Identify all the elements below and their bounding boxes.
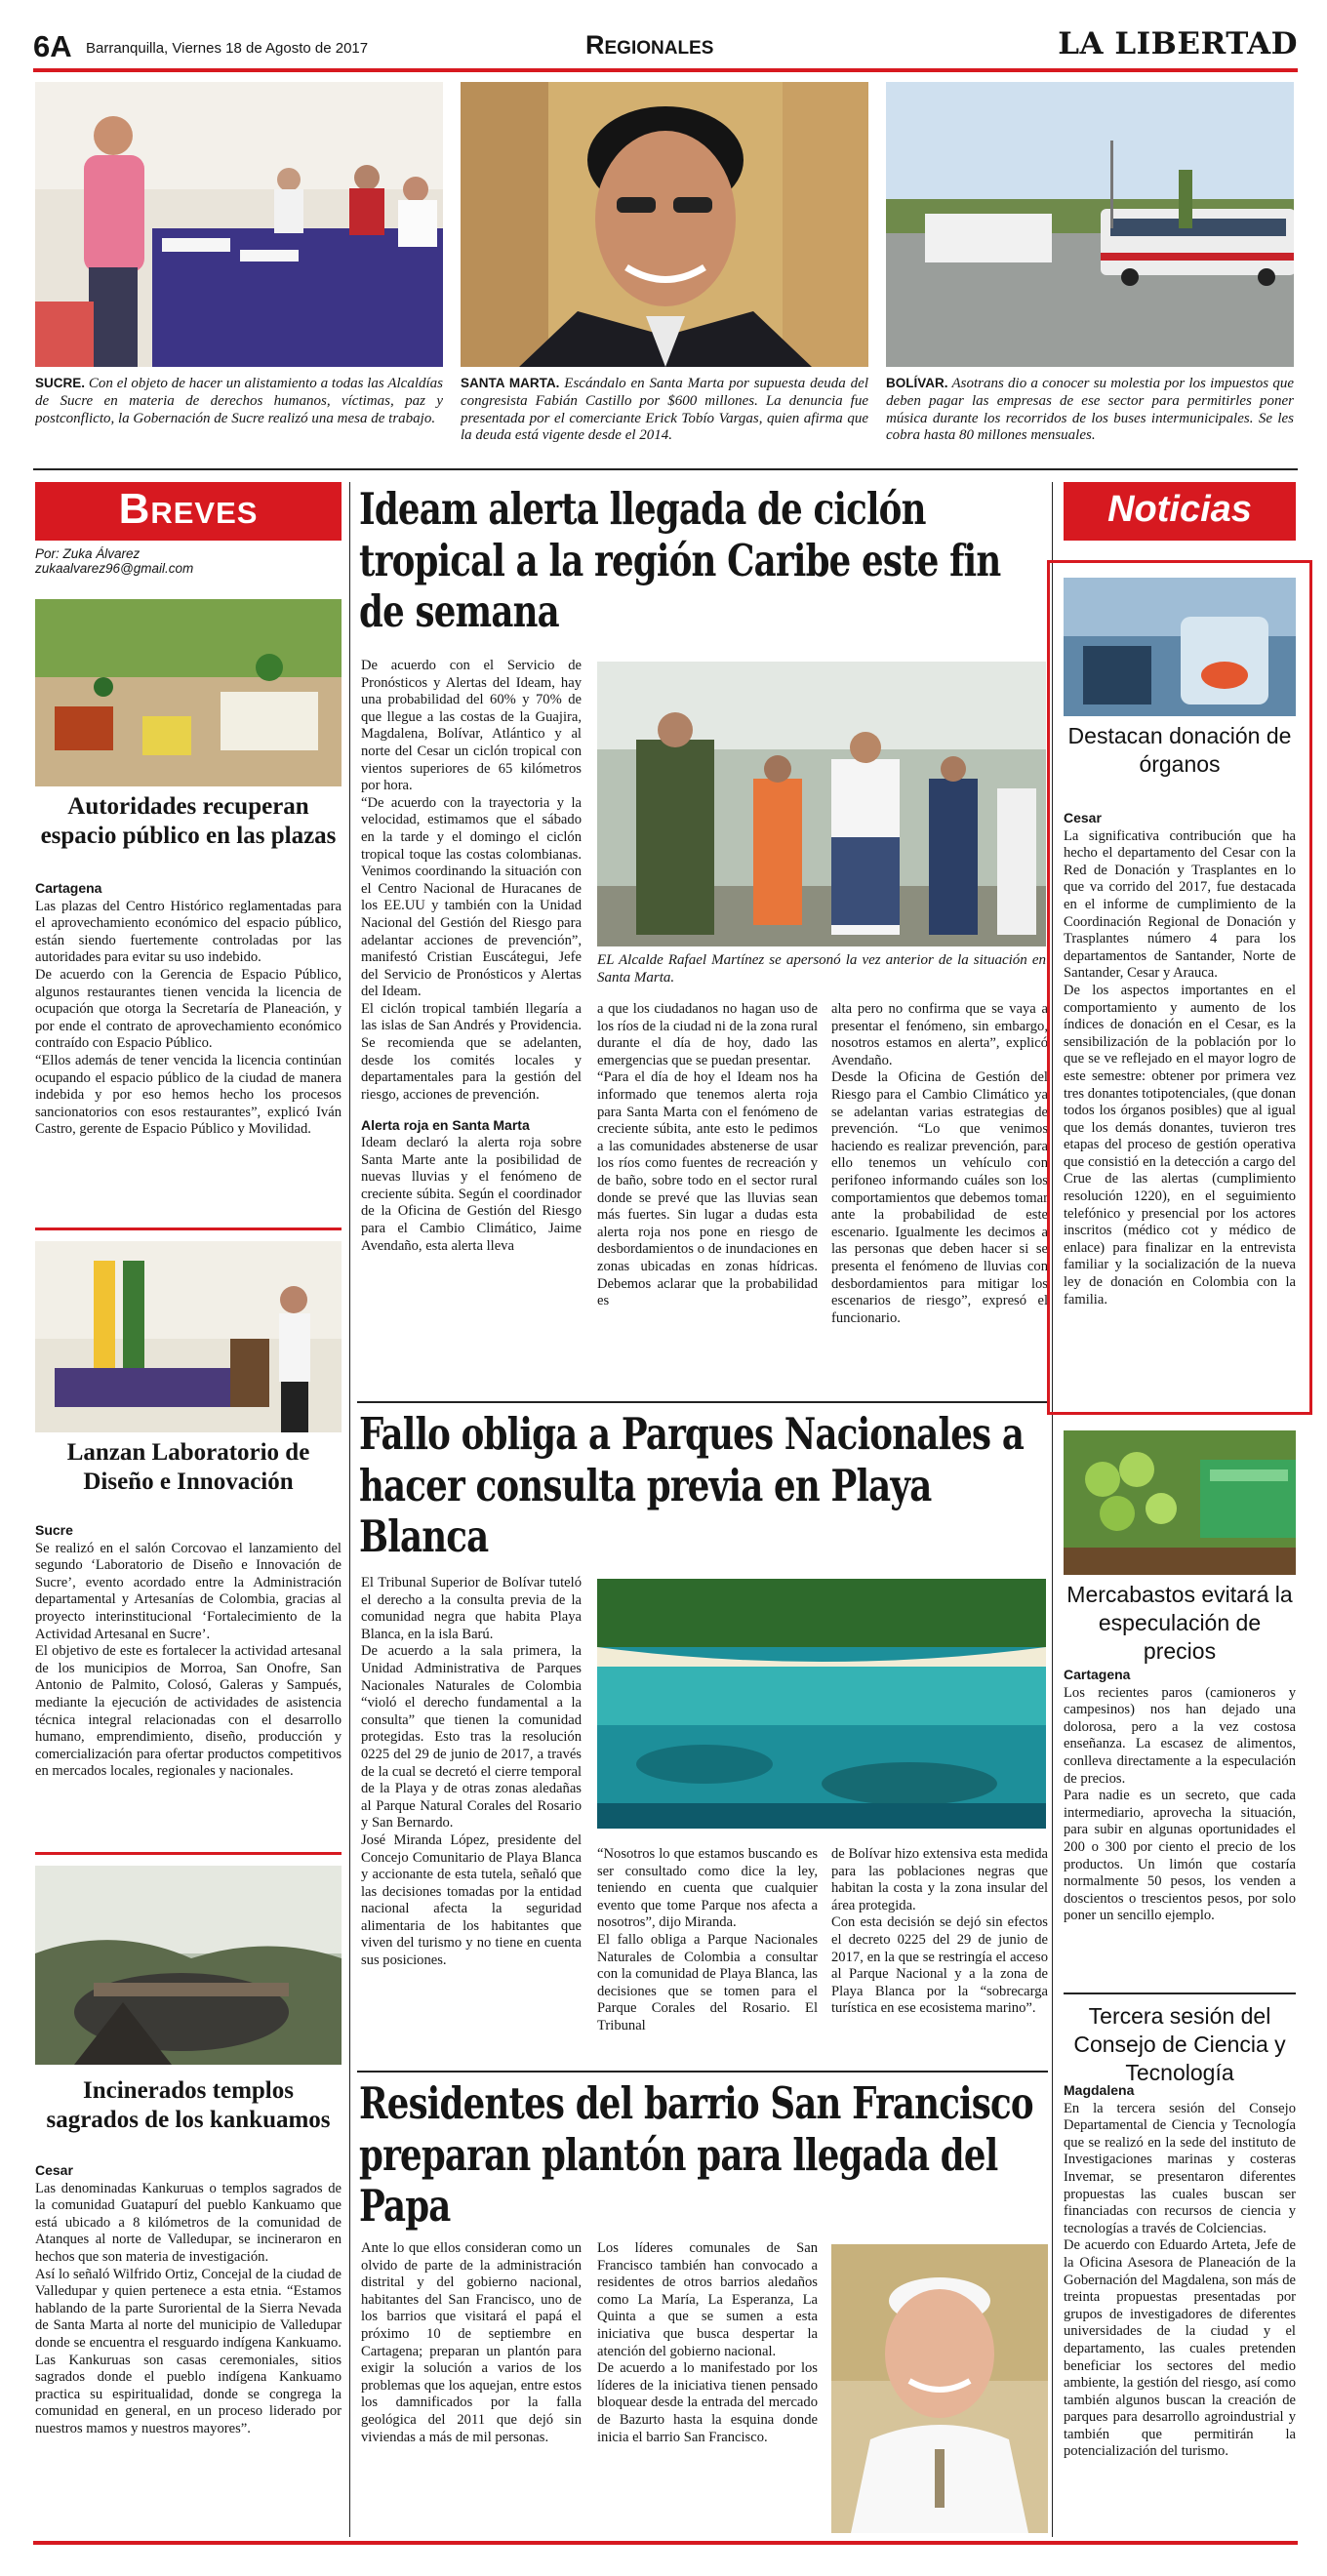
noticia-2-headline: Mercabastos evitará la especulación de precios (1066, 1582, 1293, 1664)
caption-place: BOLÍVAR. (886, 376, 948, 390)
noticia-1-body (1064, 810, 1296, 1399)
noticias-divider (1064, 1992, 1296, 1994)
breve-2-text: Se realizó en el salón Corcovao el lanzamiento del segundo ‘Laboratorio de Diseño e Innovación de Sucre’, evento acordado entre la Administración departamental y Artesanías de Colombia, gracias al proyecto interinstitucional ‘Fortalecimiento de la Actividad Artesanal en Sucre’. El objetivo de este es fortalecer la actividad artesanal de los municipios de Morroa, San Onofre, San Antonio de Palmito, Colosó, Galeras y Sampués, mediante la ejecución de actividades de asistencia técnica integral relacionadas con el desarrollo humano, emprendimiento, diseño, producción y comercialización para ofertar productos competitivos en mercados locales, regionales y nacionales. (35, 1540, 342, 1780)
page-header (33, 25, 1298, 68)
photo-pope (831, 2244, 1048, 2533)
breves-divider-1 (35, 1228, 342, 1230)
noticia-1-headline: Destacan donación de órganos (1067, 723, 1292, 777)
article1-subhead: Alerta roja en Santa Marta (361, 1117, 530, 1134)
caption-place: SUCRE. (35, 376, 86, 390)
page-number: 6A (33, 29, 72, 63)
breve-2-body (35, 1522, 342, 1842)
article1-divider (357, 1401, 1048, 1403)
photo-laboratorio (35, 1241, 342, 1432)
caption-text: Asotrans dio a conocer su molestia por los impuestos que deben pagar las empresas de ese sector para permitirles poner música durante los recorridos de los buses intermunicipales. Se les cobra hasta 80 millones mensuales. (886, 376, 1294, 444)
section-title: Regionales (585, 30, 714, 60)
article1-col2: a que los ciudadanos no hagan uso de los ríos de la ciudad ni de la zona rural durante el día de hoy, dado las emergencias que se puedan presentar. “Para el día de hoy el Ideam nos ha informado que tenemos alerta roja para Santa Marta con el fenómeno de creciente súbita, ante esto le pedimos a las comunidades abstenerse de usar los ríos como fuentes de recreación y de baño, sobre todo en el sector rural donde se prevé que las lluvias sean más fuertes. Sin lugar a dudas esta alerta roja nos pone en riesgo de desbordamientos o de inundaciones en zonas ubicadas en zonas hídricas. Debemos aclarar que la probabilidad es (597, 1001, 818, 1309)
breve-1-text: Las plazas del Centro Histórico reglamentadas para el aprovechamiento económico del espacio público, están siendo fuertemente controladas por las autoridades para evitar su uso indebido. De acuerdo con la Gerencia de Espacio Público, algunos restaurantes tienen vencida la licencia de ocupación que otorga la Secretaría de Planeación, y por ende el contrato de aprovechamiento económico contraído con Espacio Público. “Ellos además de tener vencida la licencia continúan ocupando el espacio público de la ciudad de manera indebida y por eso hemos hecho los procesos sancionatorios con esos restaurantes”, explicó Iván Castro, gerente de Espacio Público y Movilidad. (35, 898, 342, 1138)
breves-divider-2 (35, 1852, 342, 1855)
article1-caption: EL Alcalde Rafael Martínez se apersonó la vez anterior de la situación en Santa Marta. (597, 952, 1046, 986)
caption-santa-marta (461, 375, 868, 463)
noticia-2-text: Los recientes paros (camioneros y campesinos) nos han dejado una dolorosa, pero a la vez costosa enseñanza. La escasez de alimentos, conlleva directamente a la especulación de precios. Para nadie es un secreto, que cada intermediario, aprovecha la situación, para subir en algunas oportunidades el 200 o 300 por ciento el precio de los productos. Un limón que costaría normalmente 50 pesos, los venden a doscientos o trescientos pesos, por solo poner un sencillo ejemplo. (1064, 1684, 1296, 1924)
caption-sucre (35, 375, 443, 463)
caption-text: Escándalo en Santa Marta por supuesta deuda del congresista Fabián Castillo por $600 millones. La denuncia fue presentada por el comerciante Erick Tobío Vargas, quien afirma que la deuda está vigente desde el 2014. (461, 376, 868, 444)
article1-col1 (361, 658, 582, 1395)
masthead: LA LIBERTAD (1058, 26, 1298, 61)
article3-headline: Residentes del barrio San Francisco preparan plantón para llegada del Papa (359, 2078, 1033, 2233)
article2-col2: “Nosotros lo que estamos buscando es ser consultado como dice la ley, teniendo en cuenta que cualquier evento que tome Parque nos afecta a nosotros”, dijo Miranda. El fallo obliga a Parque Nacionales Naturales de Colombia a consultar con la comunidad de Playa Blanca, las decisiones que se tomen para el Parque Corales del Rosario. El Tribunal (597, 1846, 818, 2033)
photo-plazas (35, 599, 342, 786)
article2-headline: Fallo obliga a Parques Nacionales a hacer consulta previa en Playa Blanca (359, 1409, 1025, 1563)
article2-col3: de Bolívar hizo extensiva esta medida para las poblaciones negras que habitan la costa y la zona insular del área protegida. Con esta decisión se dejó sin efectos el decreto 0225 del 29 de junio de 2017, en la que se restringía el acceso al Parque Nacional y a la zona de Playa Blanca por la “sobrecarga turística en ese ecosistema marino”. (831, 1846, 1048, 2017)
breves-title: Breves (118, 485, 259, 533)
article1-headline: Ideam alerta llegada de ciclón tropical a la región Caribe este fin de semana (359, 484, 1001, 638)
photo-donacion (1064, 578, 1296, 716)
caption-bolivar (886, 375, 1294, 463)
article2-col1: El Tribunal Superior de Bolívar tuteló el derecho a la consulta previa de la comunidad negra que habita Playa Blanca, en la isla Barú. De acuerdo a la sala primera, la Unidad Administrativa de Parques Nacionales Naturales de Colombia “violó el derecho fundamental a la consulta” que tienen la comunidad protegidas. Esto tras la resolución 0225 del 29 de junio de 2017, a través de la cual se decretó el cierre temporal de la Playa y de otras zonas aledañas al Parque Natural Corales del Rosario y San Bernardo. José Miranda López, presidente del Concejo Comunitario de Playa Blanca y accionante de esta tutela, señaló que las decisiones tomadas por la entidad nacional afecta la seguridad alimentaria de los habitantes que viven del turismo y no tiene en cuenta sus posiciones. (361, 1575, 582, 1969)
article1-col1-text: De acuerdo con el Servicio de Pronósticos y Alertas del Ideam, hay una probabilidad del 60% y 70% de que llegue a las costas de la Guajira, Magdalena, Bolívar, Atlántico y al norte del Cesar un ciclón tropical con vientos superiores de 65 kilómetros por hora. “De acuerdo con la trayectoria y la velocidad, estimamos que el sábado en la tarde y el domingo el ciclón tropical toque las costas colombianas. Venimos coordinando la situación con el Centro Nacional de Huracanes de los EE.UU y también con la Unidad Nacional del Gestión del Riesgo para adelantar acciones de prevención”, manifestó Cristian Euscátegui, Jefe del Servicio de Pronósticos y Alertas del Ideam. El ciclón tropical también llegaría a las islas de San Andrés y Providencia. Se recomienda que se adelanten, desde los comités locales y departamentales para la gestión del riesgo, acciones de prevención. (361, 658, 582, 1103)
header-dateline: Barranquilla, Viernes 18 de Agosto de 2017 (86, 40, 369, 57)
photo-playa-blanca (597, 1579, 1046, 1829)
noticias-title: Noticias (1107, 489, 1252, 530)
noticia-3-headline: Tercera sesión del Consejo de Ciencia y Tecnología (1073, 2003, 1286, 2085)
breve-2-headline: Lanzan Laboratorio de Diseño e Innovación (66, 1439, 310, 1495)
photo-bolivar-buses (886, 82, 1294, 367)
breve-1-dateline: Cartagena (35, 880, 102, 896)
header-rule (33, 68, 1298, 72)
noticia-1-text: La significativa contribución que ha hecho el departamento del Cesar con la Red de Donación y Trasplantes en lo que va corrido del 2017, fue destacada en el informe de cumplimiento de la Coordinación Regional de Donación y Trasplantes número 4 para los departamentos de Santander, Norte de Santander, Cesar y Arauca. De los aspectos importantes en el comportamiento y aumento de los índices de donación en el Cesar, es la sensibilización de la población por lo que se ve reflejado en el mayor logro de este semestre: obtener por primera vez tres donantes totipotenciales, (que donan todos los órganos posibles) que al igual que los demás donantes, tuvieron tres etapas del proceso de gestión operativa que consistió en la detección a cargo del Crue de las alertas (cumplimiento resolución 1220), en el seguimiento telefónico y presencial por los actores inscritos (médico cot y médico de enlace) para finalizar en la entrevista familiar y la socialización de la nueva ley de donación en Colombia con la familia. (1064, 827, 1296, 1308)
article3-col2: Los líderes comunales de San Francisco también han convocado a residentes de otros barrios aledaños como La María, La Esperanza, La Quinta a que se sumen a esta iniciativa que busca despertar la atención del gobierno nacional. De acuerdo a lo manifestado por los líderes de la iniciativa tienen pensado bloquear desde la entrada del mercado de Bazurto hasta la esquina donde inicia el barrio San Francisco. (597, 2240, 818, 2445)
article1-col3: alta pero no confirma que se vaya a presentar el fenómeno, sin embargo, nosotros estamos en alerta”, explicó Avendaño. Desde la Oficina de Gestión del Riesgo para el Cambio Climático ya se adelantan varias estrategias de prevención. “Lo que venimos haciendo es realizar prevención, para ello tenemos un vehículo con perifoneo informando cuáles son los comportamientos que debemos tomar ante la probabilidad de este escenario. Igualmente les decimos a las personas que deben hacer si se presenta el fenómeno de lluvias con desbordamientos para mitigar los escenarios de riesgo”, expresó el funcionario. (831, 1001, 1048, 1326)
breves-byline (35, 546, 342, 576)
photo-santa-marta-congressman (461, 82, 868, 367)
noticia-3-text: En la tercera sesión del Consejo Departamental de Ciencia y Tecnología que se realizó en la sede del instituto de Investigaciones marinas y costeras Invemar, se presentaron diferentes propuestas las cuales buscan ser financiadas con recursos de ciencia y tecnologías a través de Colciencias. De acuerdo con Eduardo Arteta, Jefe de la Oficina Asesora de Planeación de la Gobernación del Magdalena, son más de treinta propuestas presentadas por grupos de investigadores de diferentes universidades de la ciudad y el departamento, las cuales pretenden beneficiar los sectores del medio ambiente, la gestión del riesgo, así como también algunos buscan la creación de parques para desarrollo agroindustrial y también que permitirán la potencialización del turismo. (1064, 2100, 1296, 2460)
caption-place: SANTA MARTA. (461, 376, 560, 390)
noticia-2-body (1064, 1667, 1296, 2037)
caption-text: Con el objeto de hacer un alistamiento a todas las Alcaldías de Sucre en materia de derechos humanos, víctimas, paz y postconflicto, la Gobernación de Sucre realizó una mesa de trabajo. (35, 376, 443, 426)
breve-1-headline: Autoridades recuperan espacio público en las plazas (40, 793, 337, 849)
footer-rule (33, 2541, 1298, 2545)
photo-mercabastos (1064, 1430, 1296, 1575)
photo-alcalde-santa-marta (597, 662, 1046, 946)
noticia-3-dateline: Magdalena (1064, 2082, 1135, 2098)
article2-divider (357, 2071, 1048, 2073)
byline-email: zukaalvarez96@gmail.com (35, 561, 194, 576)
article3-col1: Ante lo que ellos consideran como un olvido de parte de la administración distrital y del gobierno nacional, habitantes del San Francisco, uno de los barrios que visitará el papá el próximo 10 de septiembre en Cartagena; preparan un plantón para exigir la solución a varios de los problemas que los aquejan, entre estos los damnificados por la falla geológica del 2011 que dejó sin viviendas a más de mil personas. (361, 2240, 582, 2445)
breve-1-body (35, 880, 342, 1202)
byline-author: Por: Zuka Álvarez (35, 546, 141, 561)
breve-2-dateline: Sucre (35, 1522, 73, 1538)
article1-col1b-text: Ideam declaró la alerta roja sobre Santa Marte ante la posibilidad de nuevas lluvias y el fenómeno de creciente súbita. Según el coordinador de la Oficina de Gestión del Riesgo para el Cambio Climático, Jaime Avendaño, esta alerta lleva (361, 1135, 582, 1254)
noticias-banner (1064, 482, 1296, 541)
breve-3-body (35, 2162, 342, 2533)
noticia-3-body (1064, 2082, 1296, 2535)
breve-3-dateline: Cesar (35, 2162, 73, 2178)
top-divider (33, 468, 1298, 470)
breves-banner (35, 482, 342, 541)
noticia-1-dateline: Cesar (1064, 810, 1102, 825)
breve-3-headline: Incinerados templos sagrados de los kankuamos (46, 2077, 331, 2133)
left-column-rule (349, 482, 350, 2537)
photo-templos (35, 1866, 342, 2065)
photo-sucre-meeting (35, 82, 443, 367)
breve-3-text: Las denominadas Kankuruas o templos sagrados de la comunidad Guatapurí del pueblo Kankuamo que está ubicado a 8 kilómetros de la comunidad de Atanques al norte de Valledupar, se incineraron en hechos que son materia de investigación. Así lo señaló Wilfrido Ortiz, Concejal de la ciudad de Valledupar y quien pertenece a esta etnia. “Estamos hablando de la parte Suroriental de la Sierra Nevada de Santa Marta al norte del municipio de Valledupar donde se encuentra el resguardo indígena Kankuamo. Las Kankuruas son casas ceremoniales, sitios sagrados donde el pueblo indígena Kankuamo practica su espiritualidad, donde se congrega la comunidad en general, en un proceso liderado por nuestros mamos y nuestros mayores”. (35, 2180, 342, 2436)
noticia-2-dateline: Cartagena (1064, 1667, 1131, 1682)
